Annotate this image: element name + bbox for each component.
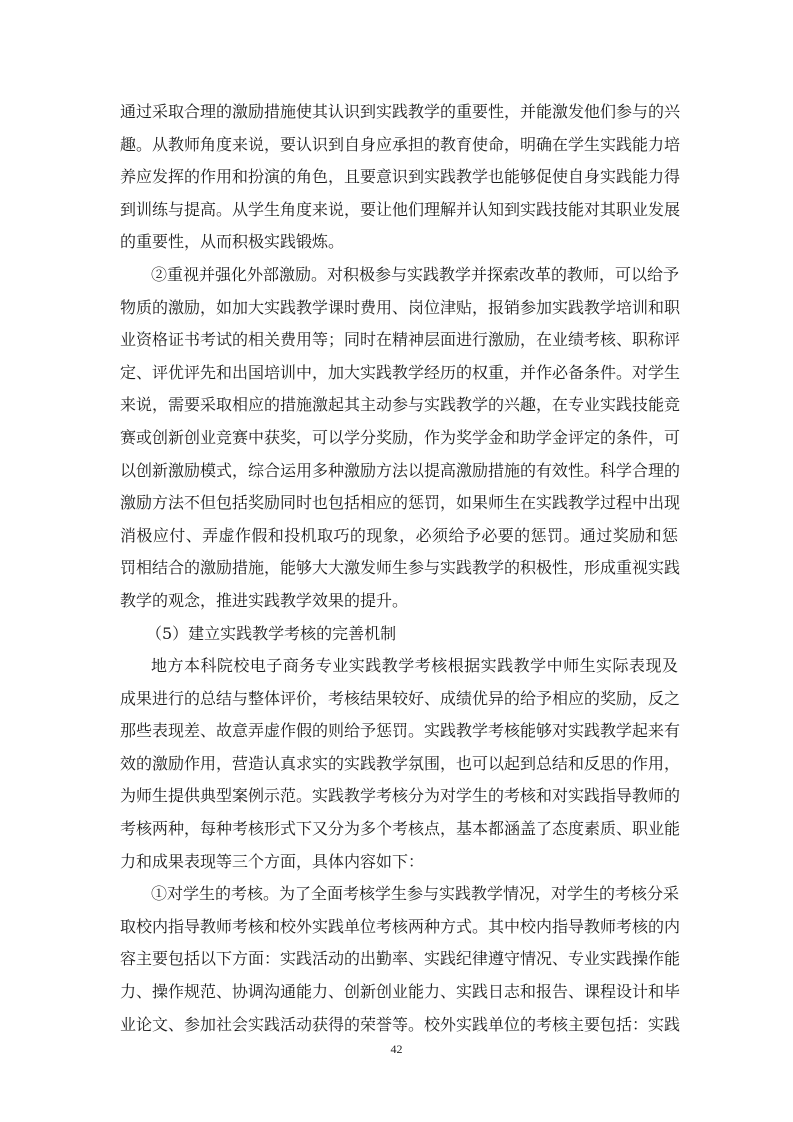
text-line: 的重要性，从而积极实践锻炼。 bbox=[120, 232, 345, 252]
text-line: 业论文、参加社会实践活动获得的荣誉等。校外实践单位的考核主要包括：实践 bbox=[120, 1014, 681, 1034]
text-line: 以创新激励模式，综合运用多种激励方法以提高激励措施的有效性。科学合理的 bbox=[120, 460, 681, 480]
paragraph-first-line: ②重视并强化外部激励。对积极参与实践教学并探索改革的教师，可以给予 bbox=[151, 264, 680, 284]
text-line: 定、评优评先和出国培训中，加大实践教学经历的权重，并作必备条件。对学生 bbox=[120, 362, 681, 382]
text-line: 激励方法不但包括奖励同时也包括相应的惩罚，如果师生在实践教学过程中出现 bbox=[120, 493, 681, 513]
text-line: 为师生提供典型案例示范。实践教学考核分为对学生的考核和对实践指导教师的 bbox=[120, 786, 681, 806]
text-line: 消极应付、弄虚作假和投机取巧的现象，必须给予必要的惩罚。通过奖励和惩 bbox=[120, 525, 678, 545]
text-line: 趣。从教师角度来说，要认识到自身应承担的教育使命，明确在学生实践能力培 bbox=[120, 134, 681, 154]
text-line: 罚相结合的激励措施，能够大大激发师生参与实践教学的积极性，形成重视实践 bbox=[120, 558, 681, 578]
text-line: 力和成果表现等三个方面，具体内容如下： bbox=[120, 851, 425, 871]
body-text bbox=[120, 96, 681, 1041]
text-line: 力、操作规范、协调沟通能力、创新创业能力、实践日志和报告、课程设计和毕 bbox=[120, 982, 681, 1002]
text-line: 效的激励作用，营造认真求实的实践教学氛围，也可以起到总结和反思的作用， bbox=[120, 753, 681, 773]
page-number: 42 bbox=[390, 1042, 403, 1056]
paragraph-first-line: 地方本科院校电子商务专业实践教学考核根据实践教学中师生实际表现及 bbox=[151, 656, 678, 676]
text-line: 物质的激励，如加大实践教学课时费用、岗位津贴，报销参加实践教学培训和职 bbox=[120, 297, 681, 317]
text-line: 来说，需要采取相应的措施激起其主动参与实践教学的兴趣，在专业实践技能竞 bbox=[120, 395, 681, 415]
text-line: 取校内指导教师考核和校外实践单位考核两种方式。其中校内指导教师考核的内 bbox=[120, 916, 681, 936]
text-line: 赛或创新创业竞赛中获奖，可以学分奖励，作为奖学金和助学金评定的条件，可 bbox=[120, 427, 681, 447]
text-line: 养应发挥的作用和扮演的角色，且要意识到实践教学也能够促使自身实践能力得 bbox=[120, 167, 681, 187]
text-line: 教学的观念，推进实践教学效果的提升。 bbox=[120, 590, 409, 610]
text-line: 那些表现差、故意弄虚作假的则给予惩罚。实践教学考核能够对实践教学起来有 bbox=[120, 721, 681, 741]
text-line: 通过采取合理的激励措施使其认识到实践教学的重要性，并能激发他们参与的兴 bbox=[120, 102, 681, 121]
text-line: 考核两种，每种考核形式下又分为多个考核点，基本都涵盖了态度素质、职业能 bbox=[120, 819, 681, 839]
text-line: 业资格证书考试的相关费用等；同时在精神层面进行激励，在业绩考核、职称评 bbox=[120, 330, 681, 350]
text-line: 成果进行的总结与整体评价，考核结果较好、成绩优异的给予相应的奖励，反之 bbox=[120, 688, 681, 708]
text-line: 容主要包括以下方面：实践活动的出勤率、实践纪律遵守情况、专业实践操作能 bbox=[120, 949, 681, 969]
section-heading: （5）建立实践教学考核的完善机制 bbox=[146, 623, 397, 643]
text-line: 到训练与提高。从学生角度来说，要让他们理解并认知到实践技能对其职业发展 bbox=[120, 199, 681, 219]
paragraph-first-line: ①对学生的考核。为了全面考核学生参与实践教学情况，对学生的考核分采 bbox=[151, 884, 680, 904]
